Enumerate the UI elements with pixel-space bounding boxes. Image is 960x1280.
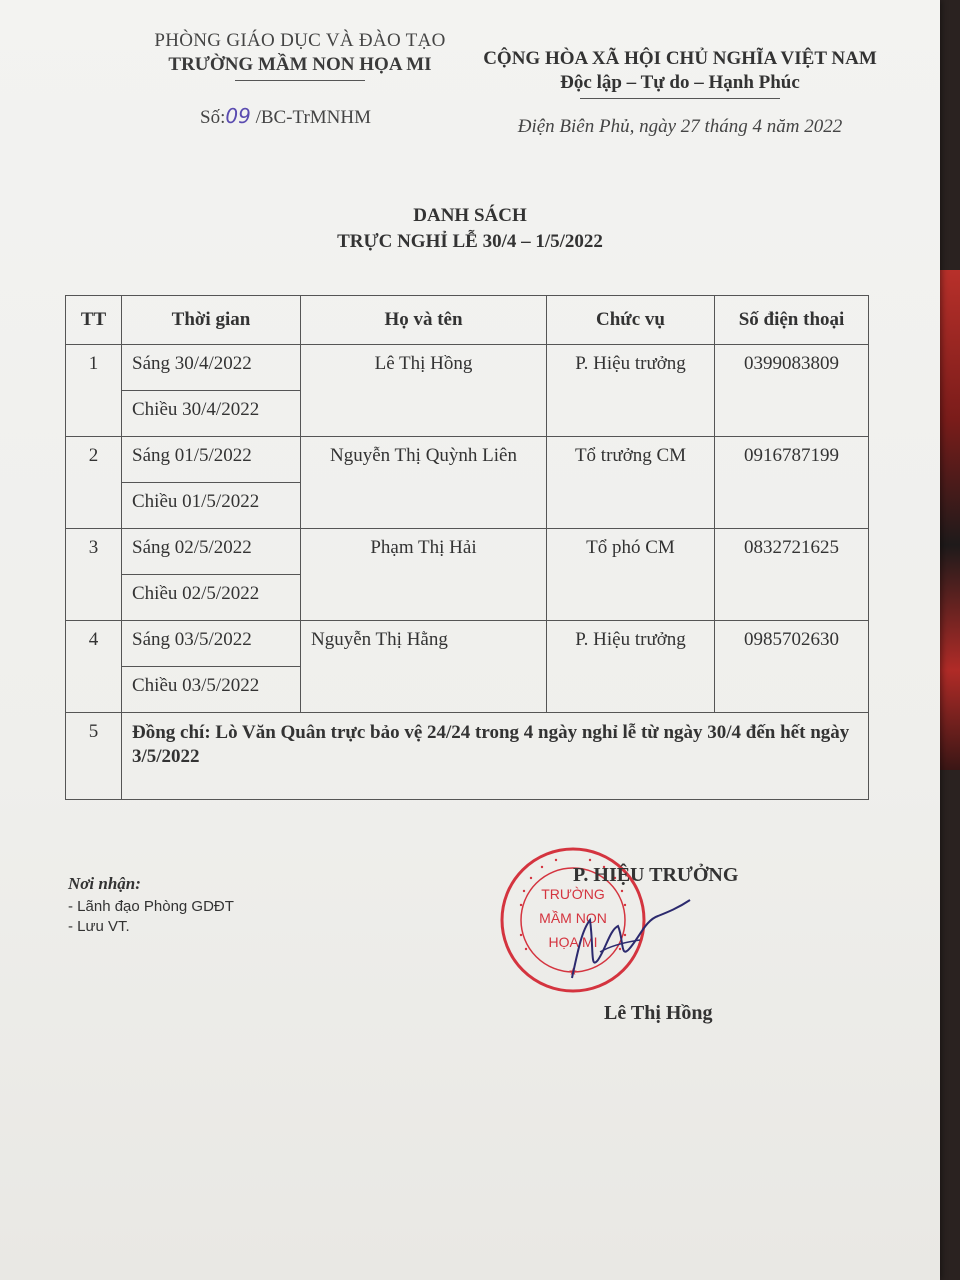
table-row: [66, 529, 869, 575]
row-number: 3: [66, 529, 122, 621]
staff-name: Lê Thị Hồng: [301, 345, 547, 437]
table-row: [66, 713, 869, 800]
recipient-item: - Lưu VT.: [68, 918, 130, 935]
title-line-1: DANH SÁCH: [413, 205, 527, 226]
doc-number-value: 09: [225, 104, 251, 128]
country-name: CỘNG HÒA XÃ HỘI CHỦ NGHĨA VIỆT NAM: [483, 48, 877, 69]
staff-phone: 0399083809: [715, 345, 869, 437]
duty-roster-table: [65, 295, 869, 800]
place-date: Điện Biên Phủ, ngày 27 tháng 4 năm 2022: [517, 116, 843, 137]
staff-name: Nguyễn Thị Hằng: [301, 621, 547, 713]
header-name: Họ và tên: [301, 296, 547, 345]
staff-position: Tổ phó CM: [547, 529, 715, 621]
svg-text:★: ★: [568, 967, 578, 978]
handwritten-signature: [560, 890, 700, 990]
recipients-label: Nơi nhận:: [68, 874, 141, 893]
shift-afternoon: Chiều 02/5/2022: [122, 575, 301, 621]
table-row: [66, 437, 869, 483]
table-row: [66, 345, 869, 391]
organization-header: [110, 30, 490, 81]
svg-text:TRƯỜNG: TRƯỜNG: [541, 886, 605, 902]
shift-afternoon: Chiều 03/5/2022: [122, 667, 301, 713]
school-name: TRƯỜNG MẦM NON HỌA MI: [168, 54, 432, 75]
shift-afternoon: Chiều 01/5/2022: [122, 483, 301, 529]
staff-position: P. Hiệu trưởng: [547, 621, 715, 713]
header-position: Chức vụ: [547, 296, 715, 345]
staff-phone: 0916787199: [715, 437, 869, 529]
national-motto: Độc lập – Tự do – Hạnh Phúc: [560, 72, 800, 93]
row-number: 4: [66, 621, 122, 713]
header-phone: Số điện thoại: [715, 296, 869, 345]
staff-name: Nguyễn Thị Quỳnh Liên: [301, 437, 547, 529]
signatory-name: Lê Thị Hồng: [604, 1002, 713, 1024]
table-row: [66, 621, 869, 667]
document-title: [0, 205, 940, 253]
shift-morning: Sáng 30/4/2022: [122, 345, 301, 391]
shift-morning: Sáng 02/5/2022: [122, 529, 301, 575]
department-name: PHÒNG GIÁO DỤC VÀ ĐÀO TẠO: [154, 30, 446, 51]
staff-name: Phạm Thị Hải: [301, 529, 547, 621]
doc-number-suffix: /BC-TrMNHM: [255, 107, 372, 128]
security-duty-note: Đồng chí: Lò Văn Quân trực bảo vệ 24/24 trong 4 ngày nghỉ lễ từ ngày 30/4 đến hết ngày 3/5/2022: [122, 713, 869, 800]
shift-morning: Sáng 01/5/2022: [122, 437, 301, 483]
header-tt: TT: [66, 296, 122, 345]
staff-phone: 0832721625: [715, 529, 869, 621]
national-header: [480, 48, 880, 99]
table-header-row: [66, 296, 869, 345]
row-number: 1: [66, 345, 122, 437]
document-number: [200, 104, 371, 129]
svg-text:HỌA MI: HỌA MI: [548, 934, 598, 950]
doc-number-prefix: Số:: [200, 107, 226, 128]
shift-afternoon: Chiều 30/4/2022: [122, 391, 301, 437]
motto-underline: [580, 98, 780, 99]
signatory-title: P. HIỆU TRƯỞNG: [573, 864, 739, 886]
svg-text:MẦM NON: MẦM NON: [539, 910, 607, 926]
staff-position: Tổ trưởng CM: [547, 437, 715, 529]
shift-morning: Sáng 03/5/2022: [122, 621, 301, 667]
recipient-item: - Lãnh đạo Phòng GDĐT: [68, 898, 234, 915]
staff-position: P. Hiệu trưởng: [547, 345, 715, 437]
staff-phone: 0985702630: [715, 621, 869, 713]
title-line-2: TRỰC NGHỈ LỄ 30/4 – 1/5/2022: [337, 231, 603, 252]
recipients-block: [68, 874, 234, 935]
header-time: Thời gian: [122, 296, 301, 345]
row-number: 2: [66, 437, 122, 529]
header-underline: [235, 80, 365, 81]
row-number: 5: [66, 713, 122, 800]
